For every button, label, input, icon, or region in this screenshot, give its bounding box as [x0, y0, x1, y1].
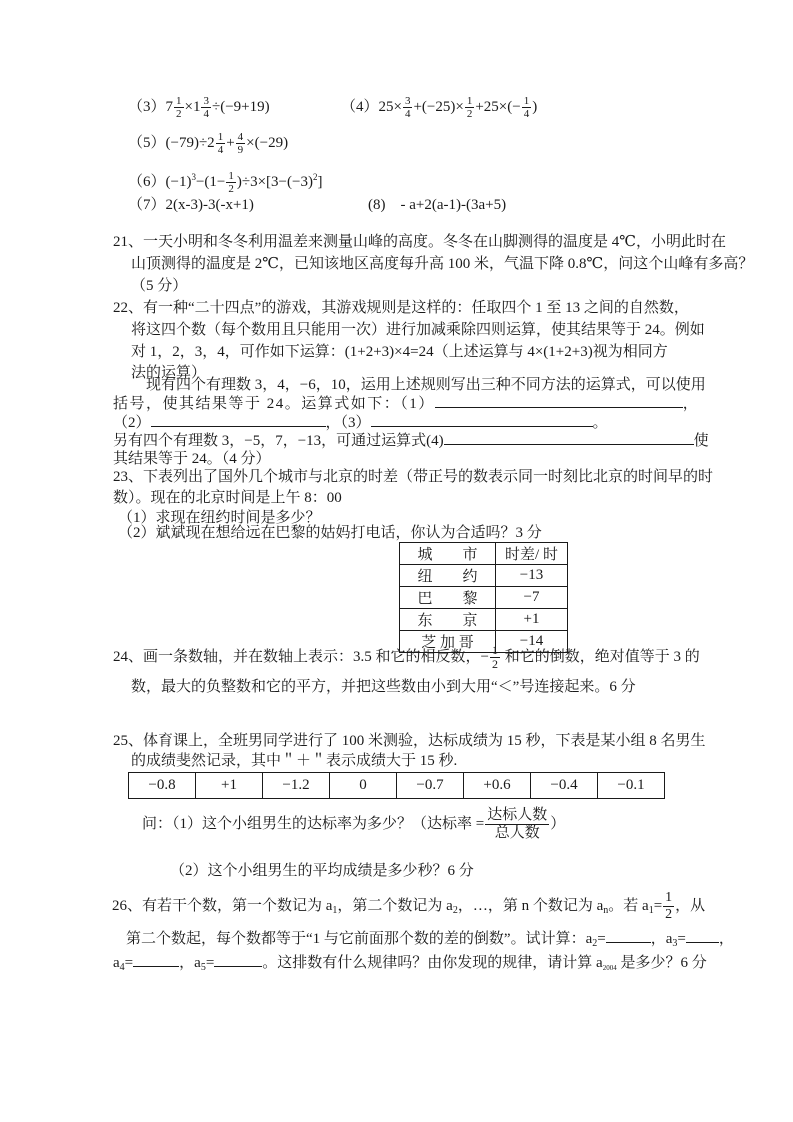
answer-blank	[435, 393, 683, 408]
text-run: +(−25)×	[413, 99, 464, 115]
subscript: 5	[200, 962, 206, 973]
fraction-denominator: 4	[217, 144, 224, 157]
subscript: n	[603, 905, 609, 916]
problem-24-line-2	[131, 676, 636, 698]
problem-26-line-3	[113, 952, 707, 979]
fraction-denominator: 2	[176, 108, 182, 121]
problem-23-line-2	[113, 487, 342, 509]
fraction-numerator: 1	[217, 130, 224, 143]
fraction-denominator: 4	[404, 108, 411, 121]
text-run: 括号，使其结果等于 24。运算式如下：（1）	[113, 396, 435, 412]
text-run: （2）这个小组男生的平均成绩是多少秒？6 分	[170, 863, 474, 879]
table-cell: −0.4	[531, 773, 598, 799]
text-run: （1）求现在纽约时间是多少？	[118, 510, 321, 526]
table-row	[400, 565, 568, 587]
fraction-denominator: 2	[228, 183, 234, 196]
text-run: ÷(−9+19)	[211, 99, 270, 115]
subscript: 1	[332, 905, 338, 916]
answer-blank	[371, 412, 593, 427]
fraction	[403, 95, 413, 121]
table-header-row	[400, 543, 568, 565]
text-run: =	[597, 931, 606, 947]
text-run: 法的运算）	[131, 365, 207, 381]
fraction-numerator: 1	[523, 94, 530, 107]
table-cell: 东 京	[400, 609, 496, 631]
table-cell: +0.6	[464, 773, 531, 799]
text-run: +25×(−	[475, 99, 521, 115]
fraction-denominator: 4	[523, 108, 530, 121]
table-cell: +1	[496, 609, 568, 631]
text-run: ，a	[179, 955, 201, 971]
text-run: 。这排数有什么规律吗？由你发现的规律，请计算 a	[262, 955, 603, 971]
text-run: 另有四个有理数 3，−5，7，−13，可通过运算式(4)	[113, 433, 444, 449]
problem-25-line-1	[113, 730, 706, 752]
table-header-cell: 时差/ 时	[496, 543, 568, 565]
answer-blank	[686, 928, 719, 943]
text-run: （7）2(x-3)-3(-x+1)	[128, 197, 254, 213]
text-run: a	[113, 955, 120, 971]
answer-blank	[214, 952, 262, 967]
timezone-table	[399, 542, 568, 653]
subscript: 2004	[602, 964, 617, 972]
text-run: （6）(−1)	[128, 174, 192, 190]
fraction	[465, 95, 475, 121]
text-run: =	[653, 898, 663, 914]
fraction-numerator: 1	[491, 642, 498, 657]
text-run: ×1	[184, 99, 201, 115]
problem-22-line-1	[113, 297, 689, 319]
text-run: =	[205, 955, 215, 971]
fraction	[226, 170, 236, 196]
text-run: （2）斌斌现在想给远在巴黎的姑妈打电话，你认为合适吗？3 分	[118, 525, 542, 541]
fraction-numerator: 1	[665, 890, 673, 906]
text-run: （3）7	[128, 99, 174, 115]
text-run: )	[532, 99, 538, 115]
subscript: 2	[592, 938, 598, 949]
text-run: 使	[693, 433, 709, 449]
table-cell: +1	[196, 773, 263, 799]
fraction-numerator: 3	[203, 94, 209, 107]
text-run: 对 1，2，3，4，可作如下运算：(1+2+3)×4=24（上述运算与 4×(1+2+3)视为相同方	[131, 344, 668, 360]
text-run: 第二个数起，每个数都等于“1 与它前面那个数的差的倒数”。试计算：a	[126, 931, 593, 947]
text-run: −(1−	[195, 174, 226, 190]
subscript: 3	[672, 938, 678, 949]
subscript: 1	[648, 905, 654, 916]
text-run: ，第二个数记为 a	[337, 898, 453, 914]
problem-26-line-1	[112, 888, 705, 929]
fraction	[663, 890, 674, 922]
subscript: 4	[119, 962, 125, 973]
text-run: ，从	[675, 898, 706, 914]
fraction	[174, 95, 184, 121]
answer-blank	[606, 928, 651, 943]
superscript: 3	[191, 172, 196, 182]
text-run: 。若 a	[608, 898, 649, 914]
text-run: 数）。现在的北京时间是上午 8：00	[113, 490, 342, 506]
fraction	[485, 807, 549, 842]
fraction-numerator: 1	[228, 169, 234, 182]
text-run: +	[226, 135, 235, 151]
answer-blank	[133, 952, 179, 967]
fraction-denominator: 总人数	[494, 825, 540, 842]
fraction	[236, 131, 246, 157]
text-run: （2）	[113, 415, 151, 431]
table-cell: 0	[330, 773, 397, 799]
text-run: 山顶测得的温度是 2℃，已知该地区高度每升高 100 米，气温下降 0.8℃，问这个山峰有多高？	[131, 256, 754, 272]
problem-6	[128, 163, 322, 196]
text-run: （4）25×	[341, 99, 402, 115]
text-run: ，…，第 n 个数记为 a	[457, 898, 604, 914]
text-run: 24、画一条数轴，并在数轴上表示：3.5 和它的相反数，−	[113, 649, 489, 665]
problem-23-line-1	[113, 466, 713, 488]
table-cell: −14	[496, 631, 568, 653]
table-row	[129, 773, 665, 799]
problem-22-line-2	[131, 319, 705, 341]
text-run: 。	[592, 415, 608, 431]
fraction-numerator: 3	[404, 94, 411, 107]
text-run: 22、有一种“二十四点”的游戏，其游戏规则是这样的：任取四个 1 至 13 之间的自然数，	[113, 300, 689, 316]
text-run: ×(−29)	[246, 135, 289, 151]
fraction-numerator: 1	[466, 94, 473, 107]
text-run: ，	[682, 396, 700, 412]
problem-22-line-3	[131, 341, 668, 363]
text-run: 的成绩斐然记录，其中＂＋＂表示成绩大于 15 秒.	[131, 753, 458, 769]
table-cell: −7	[496, 587, 568, 609]
fraction-denominator: 2	[665, 907, 673, 923]
text-run: （5 分）	[131, 278, 188, 294]
problem-8	[368, 194, 506, 216]
text-run: 21、一天小明和冬冬利用温差来测量山峰的高度。冬冬在山脚测得的温度是 4℃，小明此时在	[113, 234, 727, 250]
fraction-denominator: 9	[237, 144, 244, 157]
table-header-cell: 城 市	[400, 543, 496, 565]
text-run: ）	[550, 816, 566, 832]
text-run: ]	[317, 174, 323, 190]
problem-4	[341, 90, 537, 124]
text-run: 和它的倒数，绝对值等于 3 的	[500, 649, 700, 665]
text-run: ，	[718, 931, 734, 947]
table-row	[400, 631, 568, 653]
table-cell: −1.2	[263, 773, 330, 799]
text-run: 是多少？6 分	[616, 955, 707, 971]
problem-21-line-3	[131, 275, 187, 297]
scores-table	[128, 772, 665, 799]
problem-3	[128, 90, 270, 124]
superscript: 2	[312, 172, 318, 182]
problem-21-line-2	[131, 253, 753, 275]
problem-25-question-2	[170, 860, 474, 882]
problem-25-question-1	[142, 802, 565, 846]
text-run: ，（3）	[325, 415, 371, 431]
text-run: ，a	[650, 931, 673, 947]
fraction-denominator: 2	[466, 108, 473, 121]
table-cell: 芝 加 哥	[400, 631, 496, 653]
table-cell: −0.7	[397, 773, 464, 799]
problem-21-line-1	[113, 231, 726, 253]
text-run: 23、下表列出了国外几个城市与北京的时差（带正号的数表示同一时刻比北京的时间早的时	[113, 469, 714, 485]
fraction-denominator: 4	[203, 108, 209, 121]
problem-26-line-2	[126, 928, 734, 955]
table-cell: −13	[496, 565, 568, 587]
text-run: 现有四个有理数 3，4，−6，10，运用上述规则写出三种不同方法的运算式，可以使用	[146, 377, 706, 393]
answer-blank	[444, 430, 694, 445]
subscript: 2	[452, 905, 458, 916]
text-run: 其结果等于 24。（4 分）	[113, 451, 271, 467]
problem-25-line-2	[131, 750, 457, 772]
text-run: 25、体育课上，全班男同学进行了 100 米测验，达标成绩为 15 秒，下表是某小组 8 名男生	[113, 733, 706, 749]
fraction	[522, 95, 532, 121]
fraction	[216, 131, 226, 157]
text-run: （5）(−79)÷2	[128, 135, 215, 151]
fraction-numerator: 达标人数	[487, 807, 548, 824]
text-run: )÷3×[3−(−3)	[236, 174, 313, 190]
text-run: 26、有若干个数，第一个数记为 a	[112, 898, 333, 914]
text-run: (8) - a+2(a-1)-(3a+5)	[368, 197, 507, 213]
answer-blank	[151, 412, 326, 427]
table-cell: −0.8	[129, 773, 196, 799]
fraction-numerator: 4	[237, 130, 244, 143]
table-cell: 巴 黎	[400, 587, 496, 609]
text-run: 数，最大的负整数和它的平方，并把这些数由小到大用“＜”号连接起来。6 分	[131, 679, 636, 695]
fraction-denominator: 2	[491, 657, 498, 672]
text-run: =	[124, 955, 134, 971]
fraction-numerator: 1	[176, 94, 182, 107]
problem-5	[128, 126, 288, 160]
table-cell: −0.1	[598, 773, 665, 799]
table-cell: 纽 约	[400, 565, 496, 587]
text-run: 问：（1）这个小组男生的达标率为多少？（达标率 =	[142, 816, 485, 832]
problem-7	[128, 194, 254, 216]
table-row	[400, 587, 568, 609]
text-run: =	[677, 931, 686, 947]
table-row	[400, 609, 568, 631]
problem-23-line-4	[118, 522, 542, 544]
fraction	[201, 95, 211, 121]
text-run: 将这四个数（每个数用且只能用一次）进行加减乘除四则运算，使其结果等于 24。例如	[131, 322, 705, 338]
